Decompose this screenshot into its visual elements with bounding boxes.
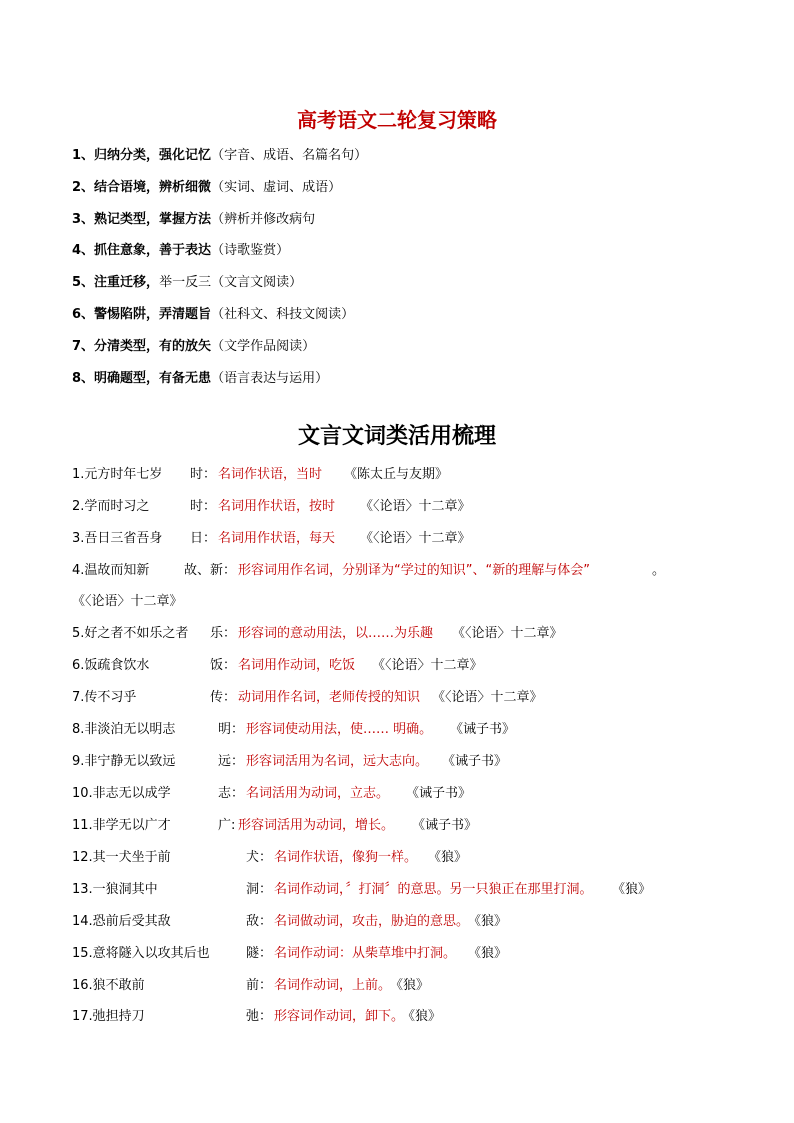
entry-source: 。 xyxy=(652,563,666,578)
entry-explanation: 名词作动词：从柴草堆中打洞。 xyxy=(274,946,457,961)
entry-explanation: 形容词使动用法，使…… 明确。 xyxy=(246,722,433,737)
entry-source: 《狼》 xyxy=(468,946,508,961)
entry-word: 传： xyxy=(210,690,237,705)
entry-word: 隧： xyxy=(246,946,273,961)
entry-word: 故、新： xyxy=(184,563,237,578)
entry-source: 《陈太丘与友期》 xyxy=(344,467,449,482)
strategy-note: （文学作品阅读） xyxy=(211,339,316,354)
strategy-note: （辨析并修改病句 xyxy=(211,212,316,227)
entry-source: 《〈论语〉十二章》 xyxy=(432,690,543,705)
entry-phrase: 13.一狼洞其中 xyxy=(72,882,158,897)
entry-source: 《诫子书》 xyxy=(450,722,516,737)
entry-explanation: 形容词用作名词，分别译为“学过的知识”、“新的理解与体会” xyxy=(238,563,590,578)
entry-word: 前： xyxy=(246,978,273,993)
entry-word: 时： xyxy=(190,499,217,514)
entry-explanation: 名词用作动词，吃饭 xyxy=(238,658,356,673)
entry-explanation: 名词作动词，〞打洞〞的意思。另一只狼正在那里打洞。 xyxy=(274,882,593,897)
entry-explanation: 名词作动词，上前。 xyxy=(274,978,392,993)
strategy-item xyxy=(72,335,315,354)
strategy-num: 6、 xyxy=(72,307,95,322)
entry-source: 《狼》 xyxy=(612,882,652,897)
entry-phrase: 7.传不习乎 xyxy=(72,690,137,705)
strategy-main: 注重迁移， xyxy=(94,275,160,290)
entry-phrase: 2.学而时习之 xyxy=(72,499,150,514)
entry-word: 明： xyxy=(218,722,245,737)
entry-phrase: 3.吾日三省吾身 xyxy=(72,531,163,546)
strategy-item xyxy=(72,367,328,386)
entry-word: 乐： xyxy=(210,626,237,641)
entry-explanation: 名词作状语，像狗一样。 xyxy=(274,850,418,865)
entry-source: 《诫子书》 xyxy=(412,818,478,833)
entry-word: 远： xyxy=(218,754,245,769)
entry-explanation: 名词用作状语，每天 xyxy=(218,531,336,546)
entry-word: 日： xyxy=(190,531,217,546)
strategy-num: 1、 xyxy=(72,148,95,163)
entry-source: 《〈论语〉十二章》 xyxy=(360,531,471,546)
strategy-num: 7、 xyxy=(72,339,95,354)
entry-explanation: 形容词的意动用法，以……为乐趣 xyxy=(238,626,434,641)
entry-source: 《诫子书》 xyxy=(406,786,472,801)
entry-explanation: 名词用作状语，按时 xyxy=(218,499,336,514)
entry-source: 《狼》 xyxy=(402,1009,442,1024)
strategy-num: 3、 xyxy=(72,212,95,227)
entry-phrase: 5.好之者不如乐之者 xyxy=(72,626,189,641)
entry-phrase: 15.意将隧入以攻其后也 xyxy=(72,946,210,961)
strategy-item xyxy=(72,239,289,258)
entry-word: 弛： xyxy=(246,1009,273,1024)
strategy-note: （社科文、科技文阅读） xyxy=(211,307,355,322)
entry-source: 《狼》 xyxy=(468,914,508,929)
strategy-main: 抓住意象，善于表达 xyxy=(94,243,212,258)
entry-phrase: 9.非宁静无以致远 xyxy=(72,754,176,769)
entry-source: 《〈论语〉十二章》 xyxy=(452,626,563,641)
entry-source-continuation: 《〈论语〉十二章》 xyxy=(72,594,183,609)
entry-phrase: 16.狼不敢前 xyxy=(72,978,145,993)
strategy-note: （诗歌鉴赏） xyxy=(211,243,290,258)
entry-explanation: 名词活用为动词，立志。 xyxy=(246,786,390,801)
entry-explanation: 形容词活用为名词，远大志向。 xyxy=(246,754,429,769)
strategy-note: 举一反三（文言文阅读） xyxy=(159,275,303,290)
entry-phrase: 11.非学无以广才 xyxy=(72,818,171,833)
entry-word: 广: xyxy=(218,818,236,833)
strategy-num: 4、 xyxy=(72,243,95,258)
strategy-main: 警惕陷阱，弄清题旨 xyxy=(94,307,212,322)
entry-phrase: 14.恐前后受其敌 xyxy=(72,914,171,929)
strategy-main: 明确题型，有备无患 xyxy=(94,371,212,386)
strategy-note: （实词、虚词、成语） xyxy=(211,180,342,195)
entry-phrase: 12.其一犬坐于前 xyxy=(72,850,171,865)
entry-word: 犬： xyxy=(246,850,273,865)
entry-source: 《〈论语〉十二章》 xyxy=(360,499,471,514)
entry-phrase: 6.饭疏食饮水 xyxy=(72,658,150,673)
strategy-main: 结合语境，辨析细微 xyxy=(94,180,212,195)
strategy-main: 分清类型，有的放矢 xyxy=(94,339,212,354)
entry-source: 《〈论语〉十二章》 xyxy=(372,658,483,673)
page-title: 高考语文二轮复习策略 xyxy=(297,108,497,132)
strategy-note: （语言表达与运用） xyxy=(211,371,329,386)
entry-word: 时： xyxy=(190,467,217,482)
entry-phrase: 4.温故而知新 xyxy=(72,563,150,578)
section-title: 文言文词类活用梳理 xyxy=(297,424,496,449)
strategy-main: 归纳分类，强化记忆 xyxy=(94,148,212,163)
entry-phrase: 17.弛担持刀 xyxy=(72,1009,145,1024)
entry-source: 《狼》 xyxy=(428,850,468,865)
entry-explanation: 形容词作动词，卸下。 xyxy=(274,1009,405,1024)
strategy-item xyxy=(72,271,302,290)
entry-phrase: 10.非志无以成学 xyxy=(72,786,171,801)
entry-word: 饭： xyxy=(210,658,237,673)
strategy-main: 熟记类型，掌握方法 xyxy=(94,212,212,227)
strategy-num: 2、 xyxy=(72,180,95,195)
entry-source: 《诫子书》 xyxy=(442,754,508,769)
entry-explanation: 动词用作名词，老师传授的知识 xyxy=(238,690,421,705)
strategy-num: 5、 xyxy=(72,275,95,290)
entry-word: 洞： xyxy=(246,882,273,897)
strategy-item xyxy=(72,144,367,163)
entry-phrase: 8.非淡泊无以明志 xyxy=(72,722,176,737)
entry-explanation: 名词作状语，当时 xyxy=(218,467,323,482)
entry-word: 志： xyxy=(218,786,245,801)
strategy-item xyxy=(72,303,354,322)
entry-explanation: 名词做动词，攻击，胁迫的意思。 xyxy=(274,914,470,929)
entry-source: 《狼》 xyxy=(390,978,430,993)
strategy-item xyxy=(72,208,315,227)
strategy-num: 8、 xyxy=(72,371,95,386)
entry-explanation: 形容词活用为动词，增长。 xyxy=(238,818,395,833)
entry-word: 敌： xyxy=(246,914,273,929)
entry-phrase: 1.元方时年七岁 xyxy=(72,467,163,482)
strategy-note: （字音、成语、名篇名句） xyxy=(211,148,368,163)
strategy-item xyxy=(72,176,341,195)
